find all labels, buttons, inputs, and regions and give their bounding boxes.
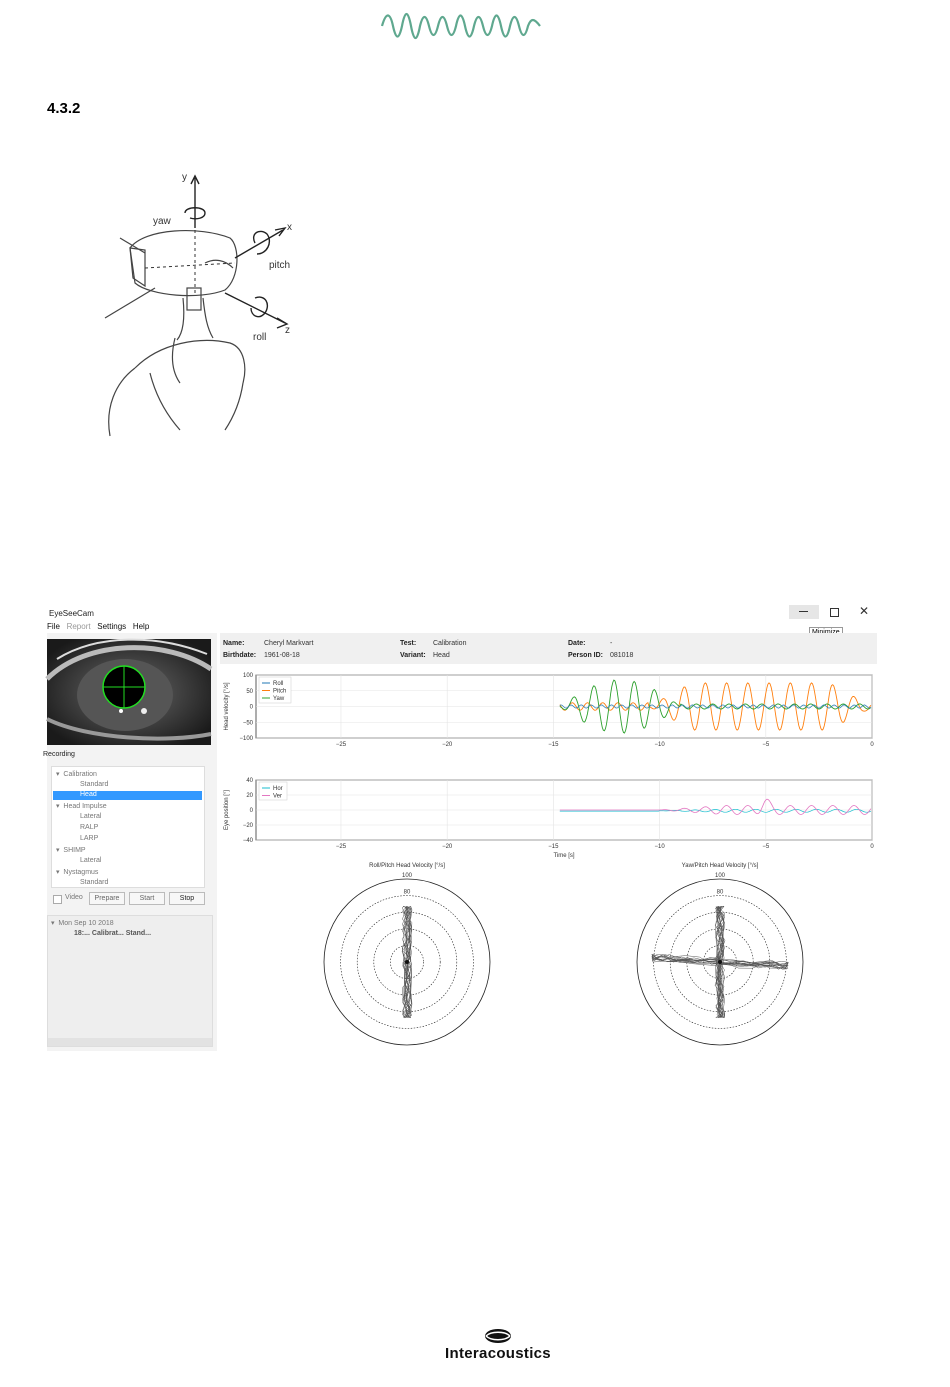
y-tick-label: −100 bbox=[239, 736, 253, 742]
menu-file[interactable]: File bbox=[47, 622, 60, 631]
x-tick-label: −25 bbox=[335, 844, 347, 850]
recording-label: Recording bbox=[43, 751, 75, 758]
x-tick-label: −10 bbox=[654, 844, 665, 850]
y-axis-label: Eye position [°] bbox=[224, 789, 230, 831]
close-icon[interactable]: ✕ bbox=[859, 604, 870, 618]
menu-settings[interactable]: Settings bbox=[97, 622, 127, 631]
head-axes-figure bbox=[105, 168, 305, 438]
polar-r-tick: 80 bbox=[403, 889, 411, 896]
y-tick-label: 20 bbox=[246, 793, 253, 799]
menu-bar bbox=[47, 622, 149, 631]
axis-label-z: z bbox=[285, 325, 290, 336]
x-tick-label: −5 bbox=[762, 742, 770, 748]
x-tick-label: −25 bbox=[335, 742, 347, 748]
person-id-label: Person ID: bbox=[568, 652, 604, 659]
axis-label-roll: roll bbox=[253, 332, 267, 343]
test-tree bbox=[51, 766, 205, 888]
x-axis-label: Time [s] bbox=[553, 853, 575, 859]
section-number: 4.3.2 bbox=[47, 100, 81, 117]
x-tick-label: −10 bbox=[654, 742, 665, 748]
y-tick-label: −40 bbox=[242, 838, 253, 844]
tree-item-lateral[interactable]: Lateral bbox=[80, 813, 102, 820]
x-tick-label: −5 bbox=[762, 844, 770, 850]
polar-title: Yaw/Pitch Head Velocity [°/s] bbox=[681, 863, 759, 869]
polar-r-tick: 80 bbox=[716, 889, 724, 896]
legend-label: Ver bbox=[273, 793, 283, 800]
y-tick-label: −50 bbox=[242, 720, 253, 727]
prepare-button[interactable]: Prepare bbox=[89, 892, 125, 905]
window-title: EyeSeeCam bbox=[49, 609, 94, 618]
axis-label-yaw: yaw bbox=[153, 216, 171, 227]
y-tick-label: 0 bbox=[249, 808, 253, 814]
birthdate-value: 1961-08-18 bbox=[264, 652, 300, 659]
maximize-button[interactable] bbox=[830, 608, 839, 617]
legend-label: Pitch bbox=[273, 688, 287, 695]
legend-label: Roll bbox=[273, 681, 284, 687]
tree-item-calibration[interactable]: ▾ Calibration bbox=[56, 771, 97, 778]
variant-label: Variant: bbox=[400, 652, 426, 659]
video-label: Video bbox=[65, 894, 83, 901]
left-panel bbox=[43, 633, 217, 1051]
axis-label-y: y bbox=[182, 172, 187, 183]
y-tick-label: 100 bbox=[242, 673, 253, 679]
x-tick-label: 0 bbox=[870, 844, 874, 850]
brand-name: Interacoustics bbox=[445, 1345, 551, 1362]
x-tick-label: −15 bbox=[548, 844, 559, 850]
x-tick-label: −20 bbox=[442, 742, 453, 748]
tree-item-standard[interactable]: Standard bbox=[80, 781, 109, 788]
tree-item-head-impulse[interactable]: ▾ Head Impulse bbox=[56, 803, 107, 810]
polar-r-tick: 100 bbox=[401, 873, 413, 879]
tree-item-shimp-lateral[interactable]: Lateral bbox=[80, 857, 102, 864]
brand-logo-icon bbox=[483, 1328, 513, 1344]
horizontal-scrollbar[interactable] bbox=[48, 1038, 212, 1046]
tree-item-nystagmus-standard[interactable]: Standard bbox=[80, 879, 109, 886]
patient-info bbox=[220, 633, 877, 664]
stop-button[interactable]: Stop bbox=[169, 892, 205, 905]
y-tick-label: 50 bbox=[246, 688, 253, 695]
session-date[interactable]: ▾ Mon Sep 10 2018 bbox=[51, 920, 114, 927]
menu-report[interactable]: Report bbox=[66, 622, 91, 631]
tree-item-shimp[interactable]: ▾ SHIMP bbox=[56, 847, 86, 854]
polar-center-dot bbox=[405, 960, 409, 964]
x-tick-label: 0 bbox=[870, 742, 874, 748]
minimize-icon bbox=[799, 611, 808, 612]
menu-help[interactable]: Help bbox=[132, 622, 150, 631]
polar-title: Roll/Pitch Head Velocity [°/s] bbox=[369, 863, 445, 869]
charts-area bbox=[220, 665, 877, 1050]
logo-wave-icon bbox=[380, 8, 544, 44]
line-chart-0 bbox=[256, 675, 872, 738]
y-tick-label: −20 bbox=[242, 823, 253, 829]
date-label: Date: bbox=[568, 640, 586, 647]
test-value: Calibration bbox=[433, 640, 467, 647]
tree-item-head-selected[interactable]: Head bbox=[53, 791, 202, 800]
y-tick-label: 40 bbox=[246, 778, 253, 784]
polar-center-dot bbox=[718, 960, 722, 964]
tree-item-larp[interactable]: LARP bbox=[80, 835, 99, 842]
x-tick-label: −15 bbox=[548, 742, 559, 748]
tree-item-ralp[interactable]: RALP bbox=[80, 824, 99, 831]
y-axis-label: Head velocity [°/s] bbox=[224, 682, 230, 731]
person-id-value: 081018 bbox=[610, 652, 634, 659]
birthdate-label: Birthdate: bbox=[223, 652, 257, 659]
minimize-button[interactable] bbox=[789, 605, 819, 619]
legend-label: Hor bbox=[273, 786, 283, 792]
eye-camera-view bbox=[47, 639, 211, 745]
test-label: Test: bbox=[400, 640, 417, 647]
app-window bbox=[43, 603, 878, 1051]
video-checkbox[interactable] bbox=[53, 895, 62, 904]
session-row[interactable]: 18:... Calibrat... Stand... bbox=[74, 930, 152, 937]
axis-label-pitch: pitch bbox=[269, 260, 291, 271]
y-tick-label: 0 bbox=[249, 704, 253, 711]
start-button[interactable]: Start bbox=[129, 892, 165, 905]
x-tick-label: −20 bbox=[442, 844, 453, 850]
variant-value: Head bbox=[433, 652, 450, 659]
brand-footer bbox=[432, 1328, 564, 1362]
session-list bbox=[47, 915, 213, 1047]
name-label: Name: bbox=[223, 640, 245, 647]
axis-label-x: x bbox=[287, 222, 292, 233]
date-value: - bbox=[610, 640, 613, 647]
polar-r-tick: 100 bbox=[714, 873, 726, 879]
tree-item-nystagmus[interactable]: ▾ Nystagmus bbox=[56, 869, 99, 876]
legend-label: Yaw bbox=[273, 696, 285, 702]
patient-name: Cheryl Markvart bbox=[264, 640, 314, 647]
